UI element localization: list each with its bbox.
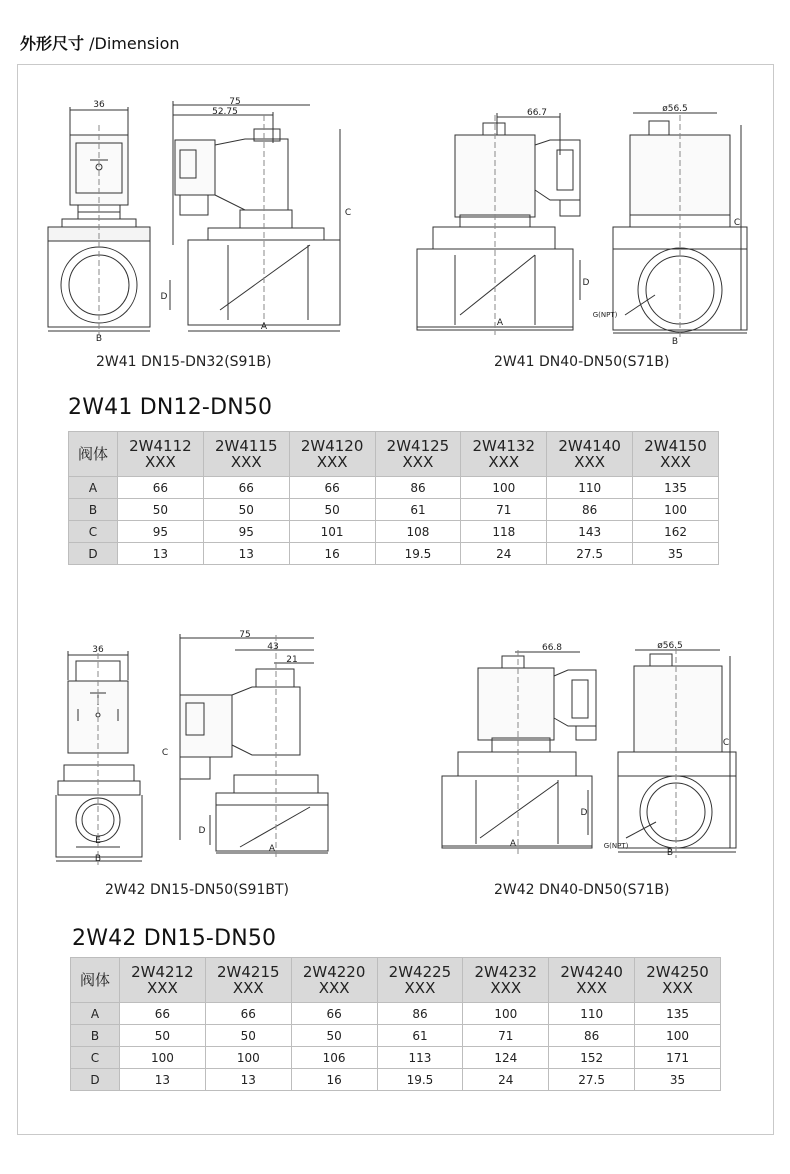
dim-d-label: D bbox=[198, 826, 206, 836]
table-cell: 95 bbox=[203, 521, 289, 543]
col-header: 2W4125 XXX bbox=[375, 432, 461, 477]
dim-b-label: B bbox=[666, 848, 674, 858]
row-label: D bbox=[69, 543, 118, 565]
table-cell: 100 bbox=[205, 1047, 291, 1069]
table-cell: 118 bbox=[461, 521, 547, 543]
table-cell: 135 bbox=[633, 477, 719, 499]
col-header: 2W4212 XXX bbox=[120, 958, 206, 1003]
col-header: 2W4120 XXX bbox=[289, 432, 375, 477]
table-corner: 阀体 bbox=[69, 432, 118, 477]
caption-2w42-large: 2W42 DN40-DN50(S71B) bbox=[494, 882, 670, 898]
table-cell: 171 bbox=[635, 1047, 721, 1069]
table-cell: 95 bbox=[118, 521, 204, 543]
section1-heading: 2W41 DN12-DN50 bbox=[68, 395, 273, 420]
table-cell: 110 bbox=[549, 1003, 635, 1025]
table-cell: 19.5 bbox=[375, 543, 461, 565]
row-label: B bbox=[69, 499, 118, 521]
table-cell: 86 bbox=[377, 1003, 463, 1025]
table-cell: 124 bbox=[463, 1047, 549, 1069]
table-cell: 110 bbox=[547, 477, 633, 499]
table-cell: 86 bbox=[375, 477, 461, 499]
table-row bbox=[69, 521, 719, 543]
table-cell: 100 bbox=[461, 477, 547, 499]
dim-43-label: 43 bbox=[267, 642, 279, 652]
table-row bbox=[69, 499, 719, 521]
dim-75-label: 75 bbox=[239, 630, 251, 640]
dim-a-label: A bbox=[509, 839, 517, 849]
col-header: 2W4132 XXX bbox=[461, 432, 547, 477]
row-label: B bbox=[71, 1025, 120, 1047]
col-header: 2W4112 XXX bbox=[118, 432, 204, 477]
table-cell: 35 bbox=[633, 543, 719, 565]
table-cell: 50 bbox=[291, 1025, 377, 1047]
table-cell: 86 bbox=[549, 1025, 635, 1047]
col-header: 2W4150 XXX bbox=[633, 432, 719, 477]
dim-a-label: A bbox=[260, 322, 268, 332]
row-label: A bbox=[69, 477, 118, 499]
table-cell: 16 bbox=[289, 543, 375, 565]
table-cell: 50 bbox=[118, 499, 204, 521]
dim-668-label: 66.8 bbox=[541, 643, 563, 653]
table-cell: 35 bbox=[635, 1069, 721, 1091]
table-cell: 19.5 bbox=[377, 1069, 463, 1091]
table-cell: 13 bbox=[205, 1069, 291, 1091]
dim-g-label: G(NPT) bbox=[592, 311, 618, 319]
caption-2w41-large: 2W41 DN40-DN50(S71B) bbox=[494, 354, 670, 370]
dim-b-label: B bbox=[94, 854, 102, 864]
table-cell: 100 bbox=[120, 1047, 206, 1069]
col-header: 2W4220 XXX bbox=[291, 958, 377, 1003]
dim-21-label: 21 bbox=[286, 655, 298, 665]
header-title-cn: 外形尺寸 bbox=[20, 34, 85, 53]
table-cell: 135 bbox=[635, 1003, 721, 1025]
section2-heading: 2W42 DN15-DN50 bbox=[72, 926, 277, 951]
dim-c-label: C bbox=[161, 748, 169, 758]
col-header: 2W4215 XXX bbox=[205, 958, 291, 1003]
table-cell: 27.5 bbox=[549, 1069, 635, 1091]
table-cell: 71 bbox=[463, 1025, 549, 1047]
dim-b-label: B bbox=[95, 334, 103, 344]
drawing-2w42-large bbox=[430, 630, 750, 870]
dim-5275-label: 52.75 bbox=[212, 107, 238, 117]
dim-d-label: D bbox=[580, 808, 588, 818]
table-cell: 108 bbox=[375, 521, 461, 543]
table-cell: 24 bbox=[463, 1069, 549, 1091]
table-cell: 27.5 bbox=[547, 543, 633, 565]
table-cell: 50 bbox=[205, 1025, 291, 1047]
row-label: A bbox=[71, 1003, 120, 1025]
spec-table-2w41 bbox=[68, 431, 719, 565]
table-cell: 100 bbox=[635, 1025, 721, 1047]
table-cell: 86 bbox=[547, 499, 633, 521]
dim-c-label: C bbox=[733, 218, 741, 228]
table-cell: 24 bbox=[461, 543, 547, 565]
dim-b-label: B bbox=[671, 337, 679, 345]
table-cell: 71 bbox=[461, 499, 547, 521]
table-cell: 61 bbox=[377, 1025, 463, 1047]
table-cell: 13 bbox=[203, 543, 289, 565]
drawing-2w41-large bbox=[405, 95, 750, 345]
dim-c-label: C bbox=[722, 738, 730, 748]
dim-565-label: ø56.5 bbox=[662, 104, 688, 114]
dim-667-label: 66.7 bbox=[526, 108, 548, 118]
drawing-2w42-small bbox=[40, 625, 360, 870]
dim-36-label: 36 bbox=[92, 645, 104, 655]
table-cell: 66 bbox=[203, 477, 289, 499]
table-cell: 50 bbox=[203, 499, 289, 521]
table-cell: 143 bbox=[547, 521, 633, 543]
header-title-en: /Dimension bbox=[84, 34, 180, 53]
table-cell: 13 bbox=[118, 543, 204, 565]
table-cell: 16 bbox=[291, 1069, 377, 1091]
table-cell: 100 bbox=[633, 499, 719, 521]
table-row bbox=[69, 477, 719, 499]
row-label: C bbox=[69, 521, 118, 543]
dim-36-label: 36 bbox=[93, 100, 105, 110]
table-cell: 66 bbox=[205, 1003, 291, 1025]
dim-e-label: E bbox=[95, 836, 101, 846]
table-row bbox=[71, 1025, 721, 1047]
table-cell: 162 bbox=[633, 521, 719, 543]
drawing-2w41-small bbox=[40, 95, 360, 345]
row-label: C bbox=[71, 1047, 120, 1069]
col-header: 2W4240 XXX bbox=[549, 958, 635, 1003]
dim-g-label: G(NPT) bbox=[603, 842, 629, 850]
dim-a-label: A bbox=[496, 318, 504, 328]
table-cell: 113 bbox=[377, 1047, 463, 1069]
table-cell: 66 bbox=[289, 477, 375, 499]
table-cell: 100 bbox=[463, 1003, 549, 1025]
table-cell: 50 bbox=[289, 499, 375, 521]
dim-75-label: 75 bbox=[229, 97, 241, 107]
table-row bbox=[71, 1047, 721, 1069]
dim-c-label: C bbox=[344, 208, 352, 218]
table-cell: 66 bbox=[120, 1003, 206, 1025]
spec-table-2w42 bbox=[70, 957, 721, 1091]
table-cell: 66 bbox=[291, 1003, 377, 1025]
dim-a-label: A bbox=[268, 844, 276, 854]
caption-2w42-small: 2W42 DN15-DN50(S91BT) bbox=[105, 882, 289, 898]
table-cell: 50 bbox=[120, 1025, 206, 1047]
col-header: 2W4232 XXX bbox=[463, 958, 549, 1003]
table-row bbox=[71, 1069, 721, 1091]
dim-565-label: ø56.5 bbox=[657, 641, 683, 651]
table-cell: 13 bbox=[120, 1069, 206, 1091]
table-cell: 61 bbox=[375, 499, 461, 521]
table-cell: 152 bbox=[549, 1047, 635, 1069]
table-row bbox=[71, 1003, 721, 1025]
table-cell: 101 bbox=[289, 521, 375, 543]
col-header: 2W4250 XXX bbox=[635, 958, 721, 1003]
caption-2w41-small: 2W41 DN15-DN32(S91B) bbox=[96, 354, 272, 370]
table-cell: 66 bbox=[118, 477, 204, 499]
dim-d-label: D bbox=[582, 278, 590, 288]
table-corner: 阀体 bbox=[71, 958, 120, 1003]
page-header bbox=[20, 31, 180, 54]
table-cell: 106 bbox=[291, 1047, 377, 1069]
col-header: 2W4140 XXX bbox=[547, 432, 633, 477]
dim-d-label: D bbox=[160, 292, 168, 302]
col-header: 2W4115 XXX bbox=[203, 432, 289, 477]
col-header: 2W4225 XXX bbox=[377, 958, 463, 1003]
table-row bbox=[69, 543, 719, 565]
row-label: D bbox=[71, 1069, 120, 1091]
